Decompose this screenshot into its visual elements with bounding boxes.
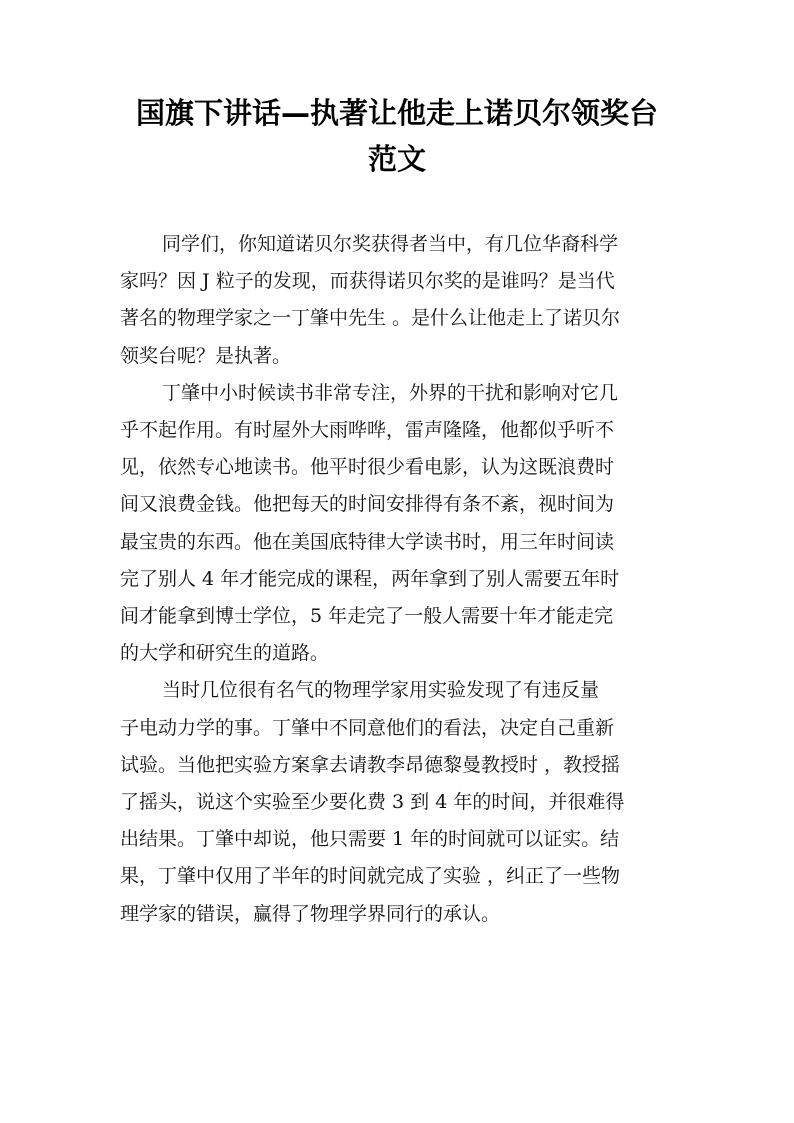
paragraph-line: 见，依然专心地读书。他平时很少看电影，认为这既浪费时 — [120, 456, 615, 479]
paragraph-line: 同学们，你知道诺贝尔奖获得者当中，有几位华裔科学 — [162, 233, 619, 255]
paragraph-line: 当时几位很有名气的物理学家用实验发现了有违反量 — [162, 679, 600, 702]
paragraph-line: 间又浪费金钱。他把每天的时间安排得有条不紊，视时间为 — [120, 493, 615, 516]
paragraph-line: 丁肇中小时候读书非常专注，外界的干扰和影响对它几 — [162, 381, 619, 404]
paragraph-line: 家吗？因 J 粒子的发现，而获得诺贝尔奖的是谁吗？是当代 — [120, 270, 615, 293]
title-line-2: 范文 — [367, 142, 426, 176]
paragraph-line: 试验。当他把实验方案拿去请教李昂德黎曼教授时 ，教授摇 — [120, 753, 621, 776]
paragraph-line: 的大学和研究生的道路。 — [120, 642, 330, 665]
paragraph-line: 最宝贵的东西。他在美国底特律大学读书时，用三年时间读 — [120, 530, 615, 553]
title-line-1: 国旗下讲话—执著让他走上诺贝尔领奖台 — [135, 96, 658, 130]
paragraph-line: 乎不起作用。有时屋外大雨哗哗，雷声隆隆，他都似乎听不 — [120, 419, 615, 442]
paragraph-line: 出结果。丁肇中却说，他只需要 1 年的时间就可以证实。结 — [120, 828, 620, 851]
paragraph-line: 间才能拿到博士学位，5 年走完了一般人需要十年才能走完 — [120, 605, 614, 628]
paragraph-line: 领奖台呢？是执著。 — [120, 344, 292, 367]
paragraph-3 — [120, 672, 680, 932]
paragraph-1 — [120, 226, 680, 375]
paragraph-line: 理学家的错误，赢得了物理学界同行的承认。 — [120, 902, 501, 925]
paragraph-line: 子电动力学的事。丁肇中不同意他们的看法，决定自己重新 — [120, 716, 615, 739]
paragraph-line: 著名的物理学家之一丁肇中先生 。是什么让他走上了诺贝尔 — [120, 307, 621, 330]
document-title — [100, 90, 694, 182]
paragraph-line: 了摇头，说这个实验至少要化费 3 到 4 年的时间，并很难得 — [120, 791, 625, 814]
document-body — [120, 226, 680, 933]
paragraph-2 — [120, 375, 680, 673]
paragraph-line: 果，丁肇中仅用了半年的时间就完成了实验 ，纠正了一些物 — [120, 865, 621, 888]
paragraph-line: 完了别人 4 年才能完成的课程，两年拿到了别人需要五年时 — [120, 567, 620, 590]
